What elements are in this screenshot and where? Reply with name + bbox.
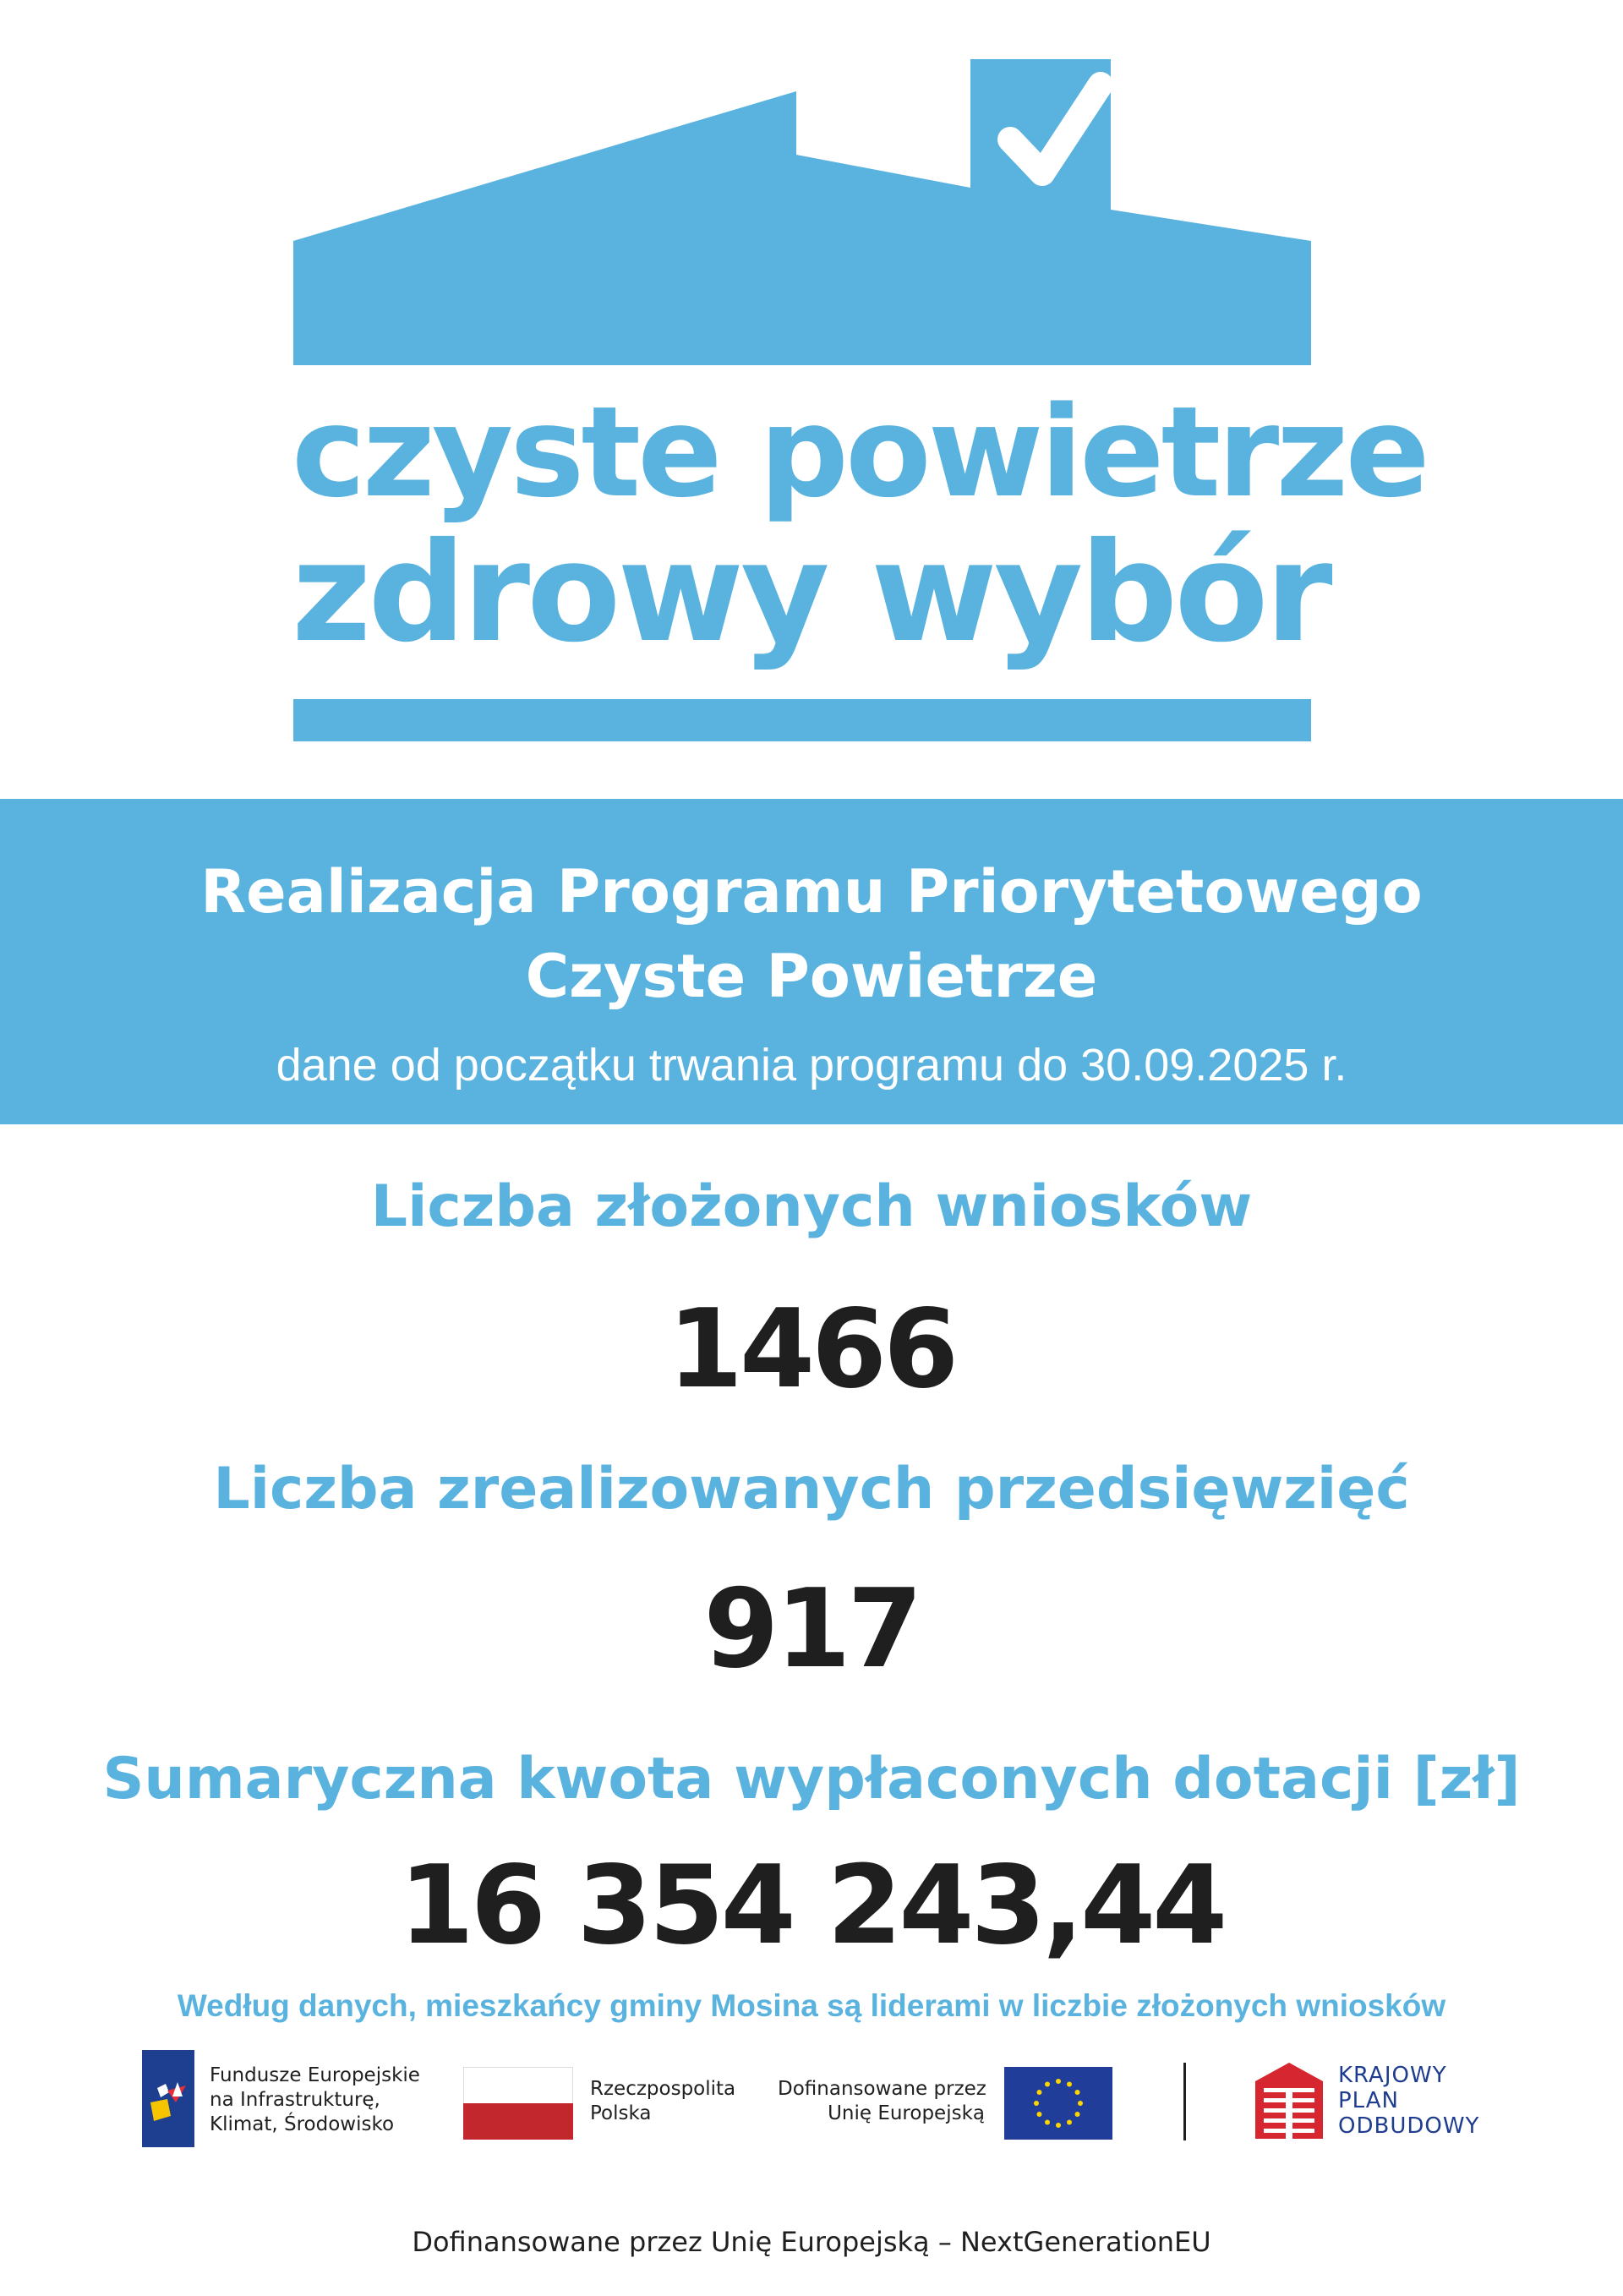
eu-star-icon [1045, 2120, 1050, 2125]
ue-logo-line2: Unię Europejską [828, 2102, 985, 2124]
logo-text-line2: zdrowy wybór [292, 514, 1330, 673]
eu-star-icon [1067, 2081, 1072, 2086]
house-roof-shape [293, 59, 1311, 365]
fe-logo-line2: na Infrastrukturę, [210, 2089, 380, 2111]
eu-star-icon [1056, 2123, 1061, 2128]
fe-logo-line1: Fundusze Europejskie [210, 2064, 420, 2086]
logo-divider [1183, 2063, 1186, 2140]
eu-star-icon [1056, 2079, 1061, 2084]
eu-star-icon [1078, 2101, 1083, 2106]
fundusze-europejskie-logo-icon [142, 2050, 194, 2147]
eu-star-icon [1075, 2090, 1080, 2095]
stat-label-applications: Liczba złożonych wniosków [370, 1173, 1253, 1240]
eu-flag-icon [1004, 2067, 1112, 2140]
eu-star-icon [1036, 2090, 1041, 2095]
krajowy-plan-odbudowy-logo-icon [1255, 2063, 1323, 2139]
fe-logo-line3: Klimat, Środowisko [210, 2113, 395, 2135]
eu-star-icon [1075, 2112, 1080, 2117]
stat-label-subsidy-amount: Sumaryczna kwota wypłaconych dotacji [zł] [102, 1746, 1521, 1812]
eu-star-icon [1036, 2112, 1041, 2117]
ue-logo-line1: Dofinansowane przez [778, 2078, 986, 2100]
stat-label-projects: Liczba zrealizowanych przedsięwzięć [213, 1456, 1410, 1522]
stat-value-applications: 1466 [667, 1287, 956, 1413]
eu-star-icon [1034, 2101, 1039, 2106]
stat-value-projects: 917 [703, 1566, 920, 1692]
polish-flag-icon [463, 2067, 573, 2140]
banner-title-line1: Realizacja Programu Priorytetowego [200, 857, 1423, 927]
kpo-logo-line2: PLAN [1338, 2088, 1399, 2113]
stat-value-subsidy-amount: 16 354 243,44 [398, 1843, 1225, 1969]
kpo-logo-text [1338, 2063, 1479, 2139]
rp-logo-line2: Polska [590, 2102, 652, 2124]
logo-text-line1: czyste powietrze [292, 380, 1427, 525]
banner-title-line2: Czyste Powietrze [525, 942, 1098, 1011]
kpo-logo-line1: KRAJOWY [1338, 2063, 1447, 2088]
footer-funding-note: Dofinansowane przez Unię Europejską – NextGenerationEU [412, 2226, 1211, 2258]
eu-star-icon [1045, 2081, 1050, 2086]
rp-logo-line1: Rzeczpospolita [590, 2078, 736, 2100]
eu-star-icon [1067, 2120, 1072, 2125]
logo-underline [293, 699, 1311, 741]
banner-subtitle: dane od początku trwania programu do 30.09.2025 r. [276, 1040, 1347, 1091]
kpo-logo-line3: ODBUDOWY [1338, 2113, 1480, 2139]
leaders-note: Według danych, mieszkańcy gminy Mosina są liderami w liczbie złożonych wniosków [177, 1988, 1446, 2023]
